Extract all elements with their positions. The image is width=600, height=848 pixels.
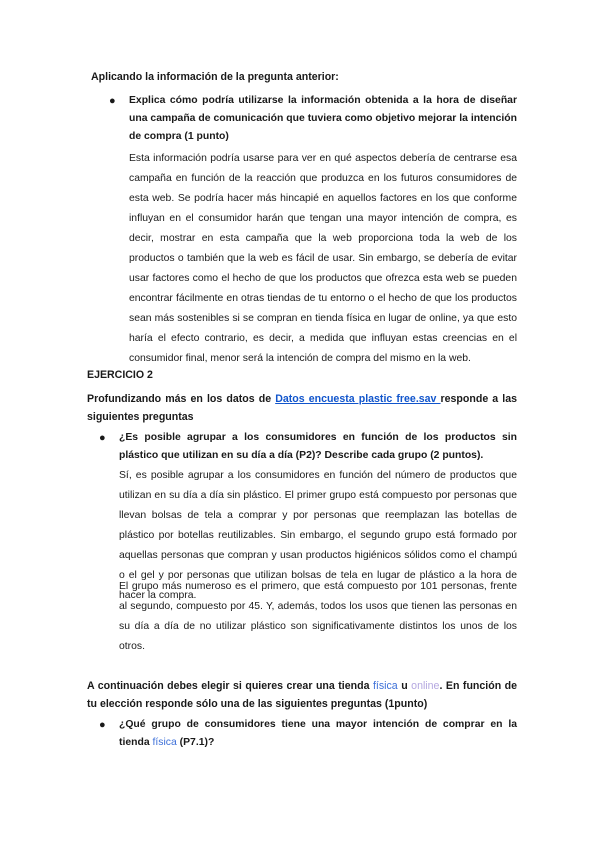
exercise2-title: EJERCICIO 2 [87,369,153,381]
section2-question: ¿Es posible agrupar a los consumidores en función de los productos sin plástico que utilizan en su día a día (P2)? Describe cada grupo (2 puntos). [119,432,517,461]
bullet-icon: ● [99,719,106,731]
section3-intro-part3: . En función de tu elección responde sólo una de las siguientes preguntas (1punto) [87,680,518,710]
online-option: online [411,680,440,692]
section2-answer-p2: El grupo más numeroso es el primero, que está compuesto por 101 personas, frente al segundo, compuesto por 45. Y, además, todos los usos que tienen las personas en su día a día de no utilizar plástico son significativamente distintos los unos de los otros. [119,581,517,652]
section3-intro-part1: A continuación debes elegir si quieres crear una tienda [87,680,373,692]
section2-answer-p1: Sí, es posible agrupar a los consumidores en función del número de productos que utilizan en su día a día sin plástico. El primer grupo está compuesto por personas que llevan bolsas de tela a comprar y por personas que reemplazan las botellas de plástico por botellas reutilizables. Sin embargo, el segundo grupo está formado por aquellas personas que compran y usan productos higiénicos sólidos como el champú o el gel y por personas que utilizan bolsas de tela en lugar de plástico a la hora de hacer la compra. [119,470,517,601]
section2-question-item [99,429,517,465]
bullet-icon: ● [109,95,116,107]
section3-question [119,716,517,752]
question-fisica-word: física [152,737,177,748]
exercise2-intro-after: responde a las siguientes preguntas [87,393,518,423]
fisica-option: física [372,680,398,692]
section3-question-item [99,716,517,752]
dataset-link[interactable]: Datos encuesta plastic free.sav [275,393,441,405]
exercise2-intro [87,390,517,426]
section3-question-part1: ¿Qué grupo de consumidores tiene una mayor intención de comprar en la tienda [119,719,517,748]
section1-answer: Esta información podría usarse para ver en qué aspectos debería de centrarse esa campaña en función de la reacción que produzca en los futuros consumidores de esta web. Se podría hacer más hincapié en aquellos factores en los que conforme influyan en el consumidor harán que tengan una mayor intención de compra, es decir, mostrar en esta campaña que la web proporciona toda la web de los productos o también que la web es fácil de usar. Sin embargo, se debería de evitar usar factores como el hecho de que los productos que ofrezca esta web se pueden encontrar fácilmente en otras tiendas de tu entorno o el hecho de que los productos sean más sostenibles si se compran en tienda física en lugar de online, ya que esto haría el efecto contrario, es decir, a medida que influyan estas creencias en el consumidor final, menor será la intención de compra del mismo en la web. [129,153,517,364]
section3-question-part2: (P7.1)? [176,737,215,748]
section3-intro [87,677,517,713]
bullet-icon: ● [99,432,106,444]
section1-question: Explica cómo podría utilizarse la información obtenida a la hora de diseñar una campaña de comunicación que tuviera como objetivo mejorar la intención de compra (1 punto) [129,95,517,142]
exercise2-intro-before: Profundizando más en los datos de [87,393,276,405]
section1-heading: Aplicando la información de la pregunta anterior: [91,71,339,83]
section3-intro-part2: u [397,680,412,692]
section1-question-item [109,92,517,146]
